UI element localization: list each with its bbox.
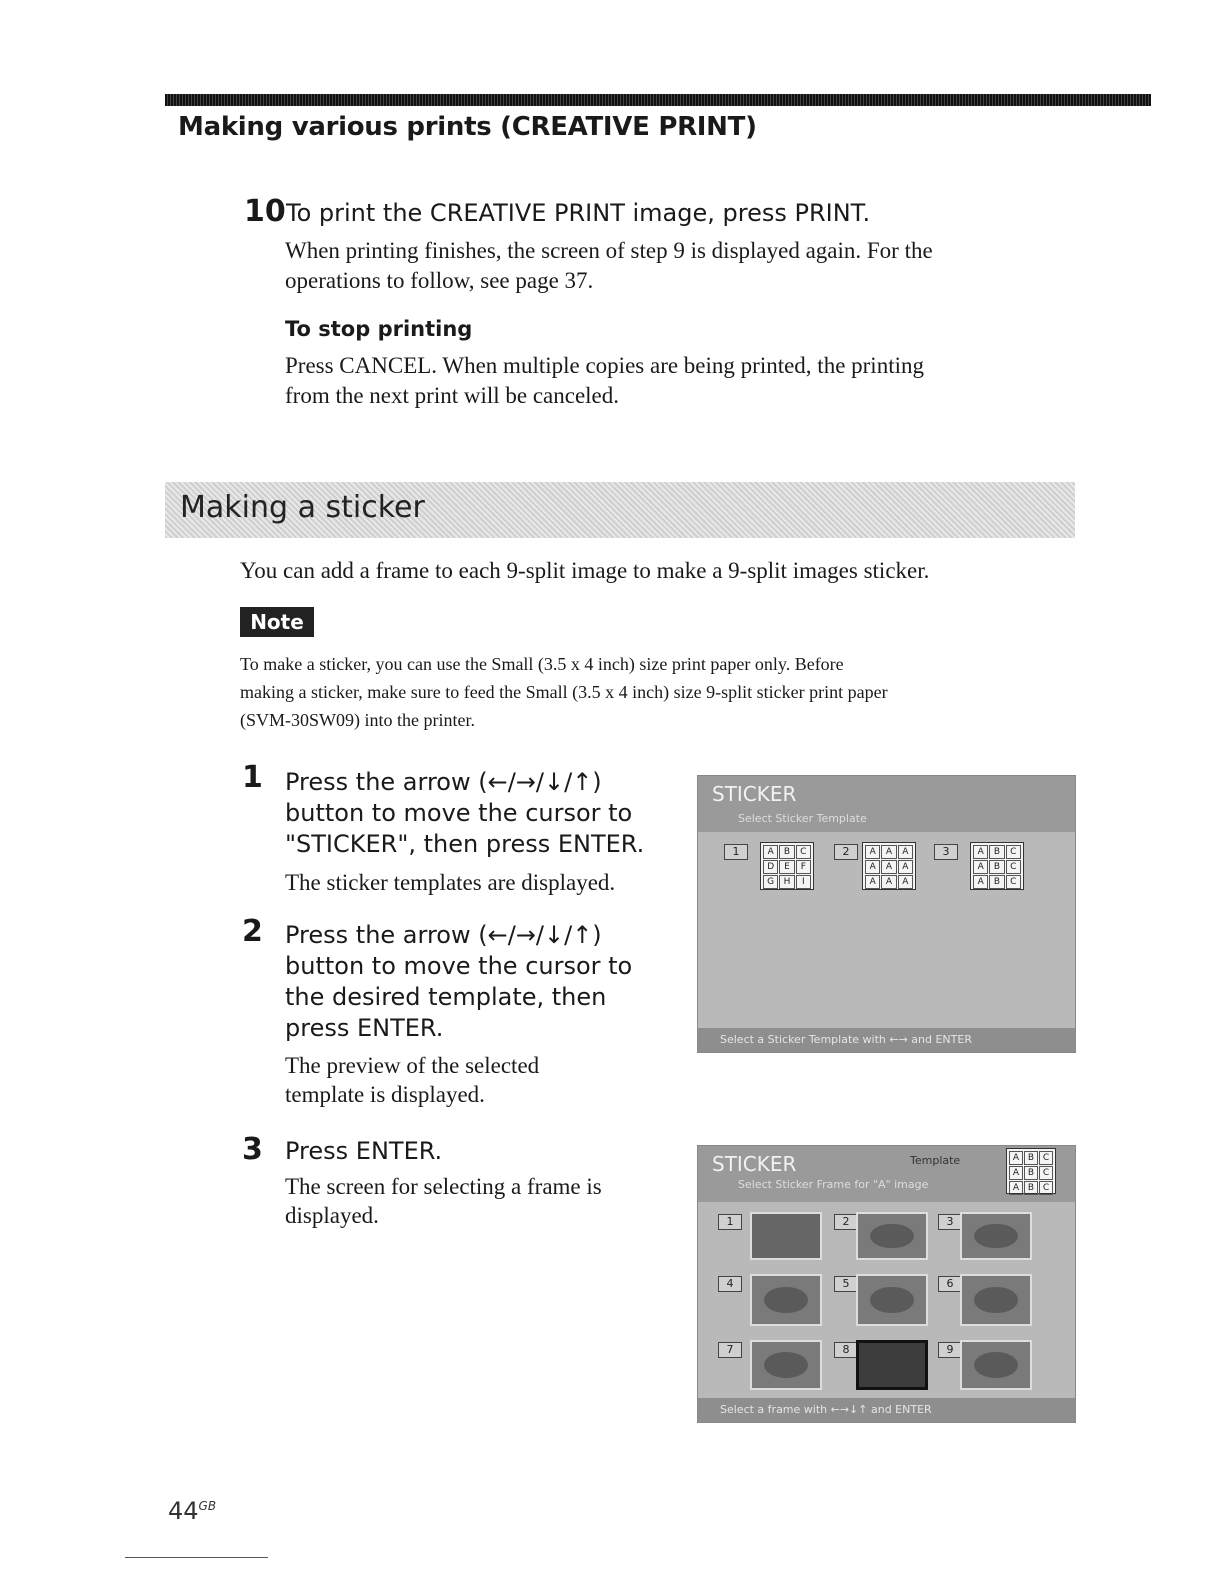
selected-template-preview bbox=[1006, 1148, 1056, 1194]
template-option-3[interactable] bbox=[970, 842, 1024, 890]
section-intro: You can add a frame to each 9-split image to make a 9-split images sticker. bbox=[240, 558, 930, 583]
frame-number: 1 bbox=[718, 1214, 742, 1230]
template-option-2[interactable] bbox=[862, 842, 916, 890]
screenshot-sticker-frames bbox=[697, 1145, 1076, 1423]
template-cell: A bbox=[865, 845, 880, 859]
screen-footer bbox=[698, 1028, 1075, 1052]
frame-number: 2 bbox=[834, 1214, 858, 1230]
screenshot-sticker-templates bbox=[697, 775, 1076, 1053]
frame-number: 4 bbox=[718, 1276, 742, 1292]
template-cell: A bbox=[898, 860, 913, 874]
frame-number: 5 bbox=[834, 1276, 858, 1292]
note-text bbox=[240, 650, 1080, 734]
step-title bbox=[285, 920, 632, 1044]
step-number: 1 bbox=[242, 760, 263, 795]
template-cell: G bbox=[763, 875, 778, 889]
template-option-1[interactable] bbox=[760, 842, 814, 890]
step-title-line: button to move the cursor to bbox=[285, 799, 633, 827]
note-badge: Note bbox=[240, 607, 314, 637]
template-cell: A bbox=[865, 860, 880, 874]
frame-option-6[interactable] bbox=[960, 1274, 1032, 1326]
page-number-value: 44 bbox=[168, 1497, 199, 1525]
page-title: Making various prints (CREATIVE PRINT) bbox=[178, 112, 757, 142]
frame-number: 8 bbox=[834, 1342, 858, 1358]
step-desc bbox=[285, 1172, 602, 1230]
screen-footer bbox=[698, 1398, 1075, 1422]
step-desc bbox=[285, 1051, 539, 1109]
frame-option-7[interactable] bbox=[750, 1340, 822, 1390]
page-number bbox=[168, 1497, 216, 1525]
template-cell: H bbox=[779, 875, 794, 889]
template-cell: B bbox=[1024, 1166, 1038, 1180]
bottom-rule bbox=[125, 1557, 268, 1558]
screen-title: STICKER bbox=[712, 1152, 797, 1176]
template-cell: C bbox=[796, 845, 811, 859]
template-cell: C bbox=[1039, 1151, 1053, 1165]
step-body-line: operations to follow, see page 37. bbox=[285, 268, 594, 293]
frame-option-3[interactable] bbox=[960, 1212, 1032, 1260]
template-cell: A bbox=[973, 860, 988, 874]
template-cell: C bbox=[1039, 1181, 1053, 1195]
template-cell: F bbox=[796, 860, 811, 874]
template-cell: A bbox=[1009, 1166, 1023, 1180]
template-cell: D bbox=[763, 860, 778, 874]
template-cell: A bbox=[973, 875, 988, 889]
frame-number: 9 bbox=[938, 1342, 962, 1358]
template-number: 3 bbox=[934, 844, 958, 860]
step-number: 10 bbox=[244, 194, 286, 229]
step-number: 2 bbox=[242, 914, 263, 949]
step-title-line: Press the arrow (←/→/↓/↑) bbox=[285, 768, 602, 796]
frame-option-5[interactable] bbox=[856, 1274, 928, 1326]
template-cell: B bbox=[1024, 1151, 1038, 1165]
header-rule bbox=[165, 94, 1151, 106]
template-cell: B bbox=[989, 875, 1004, 889]
frame-number: 3 bbox=[938, 1214, 962, 1230]
template-cell: A bbox=[1009, 1181, 1023, 1195]
subheading-stop-printing: To stop printing bbox=[285, 317, 473, 341]
frame-option-9[interactable] bbox=[960, 1340, 1032, 1390]
step-number: 3 bbox=[242, 1132, 263, 1167]
template-number: 2 bbox=[834, 844, 858, 860]
screen-title: STICKER bbox=[712, 782, 797, 806]
template-cell: E bbox=[779, 860, 794, 874]
screen-subtitle: Select Sticker Frame for "A" image bbox=[738, 1178, 929, 1191]
stop-body-line: Press CANCEL. When multiple copies are being printed, the printing bbox=[285, 353, 924, 378]
template-cell: A bbox=[898, 845, 913, 859]
template-cell: A bbox=[763, 845, 778, 859]
template-cell: A bbox=[881, 860, 896, 874]
frame-option-4[interactable] bbox=[750, 1274, 822, 1326]
frame-option-8-selected[interactable] bbox=[856, 1340, 928, 1390]
frame-number: 6 bbox=[938, 1276, 962, 1292]
step-desc-line: template is displayed. bbox=[285, 1082, 485, 1107]
template-number: 1 bbox=[724, 844, 748, 860]
preview-label: Template bbox=[910, 1154, 961, 1167]
section-title: Making a sticker bbox=[180, 490, 425, 525]
step-body-line: When printing finishes, the screen of step 9 is displayed again. For the bbox=[285, 238, 933, 263]
step-desc-line: The screen for selecting a frame is bbox=[285, 1174, 602, 1199]
stop-body-line: from the next print will be canceled. bbox=[285, 383, 620, 408]
step-title: To print the CREATIVE PRINT image, press PRINT. bbox=[286, 199, 871, 227]
step-title-line: Press the arrow (←/→/↓/↑) bbox=[285, 921, 602, 949]
template-cell: C bbox=[1006, 845, 1021, 859]
step-desc-line: displayed. bbox=[285, 1203, 379, 1228]
template-cell: A bbox=[973, 845, 988, 859]
note-line: To make a sticker, you can use the Small (3.5 x 4 inch) size print paper only. Before bbox=[240, 654, 844, 674]
note-line: (SVM-30SW09) into the printer. bbox=[240, 710, 475, 730]
template-cell: A bbox=[1009, 1151, 1023, 1165]
step-title bbox=[285, 767, 644, 860]
template-cell: A bbox=[898, 875, 913, 889]
template-cell: B bbox=[989, 860, 1004, 874]
template-cell: C bbox=[1039, 1166, 1053, 1180]
screen-footer-text: Select a frame with ←→↓↑ and ENTER bbox=[720, 1403, 932, 1416]
template-cell: B bbox=[779, 845, 794, 859]
template-cell: A bbox=[881, 845, 896, 859]
step-title-line: the desired template, then bbox=[285, 983, 607, 1011]
note-line: making a sticker, make sure to feed the Small (3.5 x 4 inch) size 9-split sticker print paper bbox=[240, 682, 888, 702]
template-cell: C bbox=[1006, 875, 1021, 889]
template-cell: B bbox=[1024, 1181, 1038, 1195]
page-number-suffix: GB bbox=[198, 1499, 217, 1513]
screen-subtitle: Select Sticker Template bbox=[738, 812, 867, 825]
step-desc: The sticker templates are displayed. bbox=[285, 870, 616, 895]
screen-footer-text: Select a Sticker Template with ←→ and ENTER bbox=[720, 1033, 972, 1046]
step-desc-line: The preview of the selected bbox=[285, 1053, 540, 1078]
frame-option-1[interactable] bbox=[750, 1212, 822, 1260]
frame-number: 7 bbox=[718, 1342, 742, 1358]
template-cell: I bbox=[796, 875, 811, 889]
template-cell: B bbox=[989, 845, 1004, 859]
step-title-line: button to move the cursor to bbox=[285, 952, 633, 980]
step-title-line: "STICKER", then press ENTER. bbox=[285, 830, 645, 858]
step-title-line: press ENTER. bbox=[285, 1014, 444, 1042]
template-cell: A bbox=[865, 875, 880, 889]
template-cell: A bbox=[881, 875, 896, 889]
template-cell: C bbox=[1006, 860, 1021, 874]
frame-option-2[interactable] bbox=[856, 1212, 928, 1260]
step-title: Press ENTER. bbox=[285, 1137, 443, 1165]
